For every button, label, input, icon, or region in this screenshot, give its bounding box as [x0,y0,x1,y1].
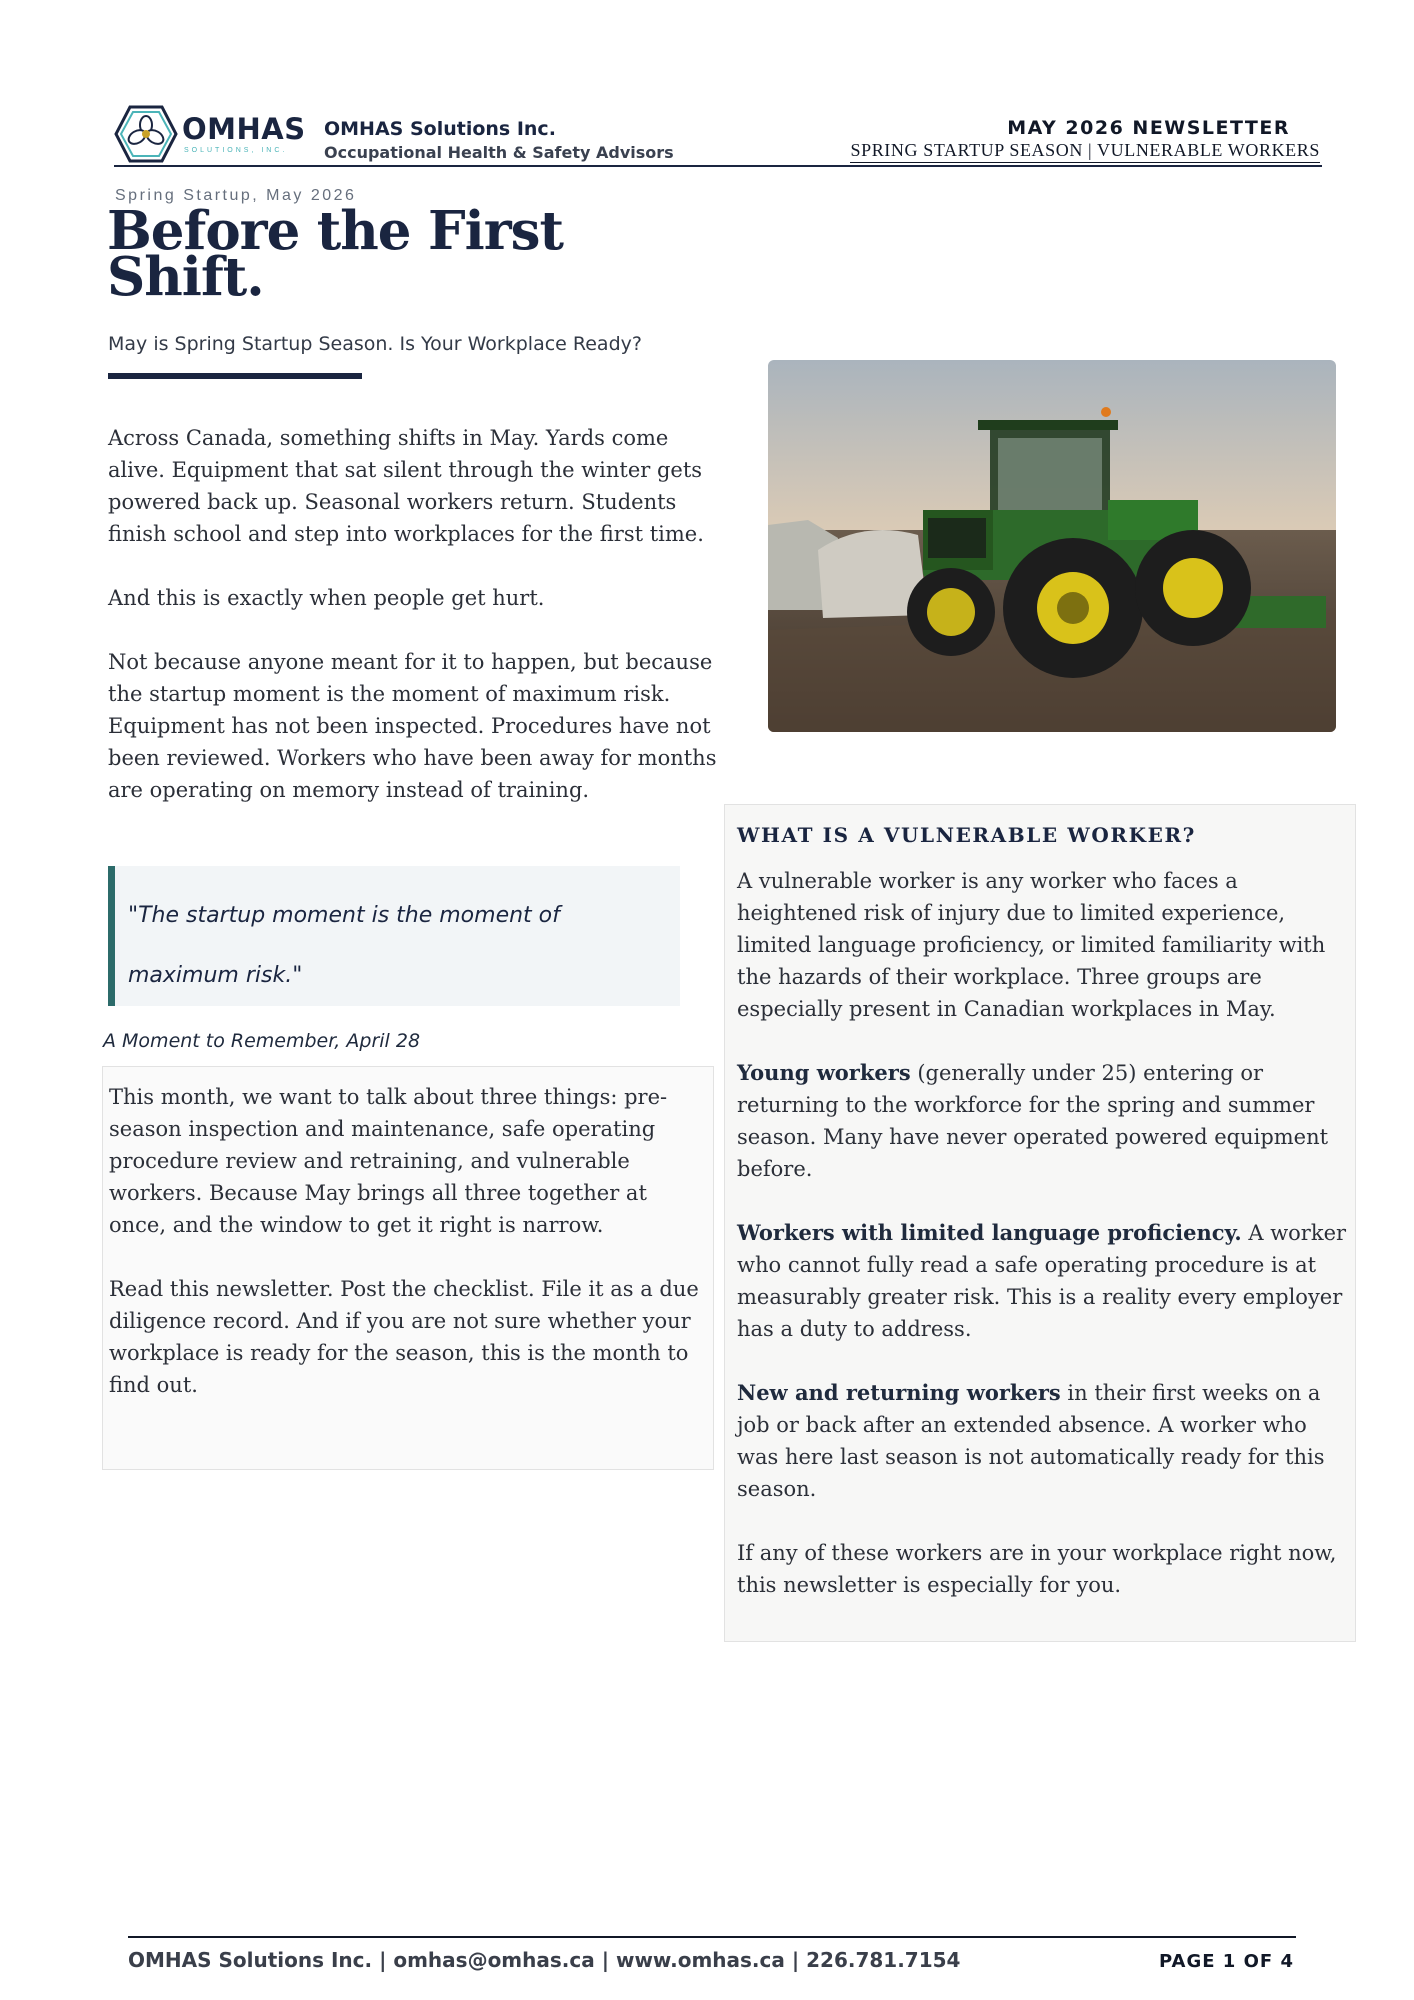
intro-paragraph: Across Canada, something shifts in May. Yards come alive. Equipment that sat silent through the winter gets powered back up. Seasonal workers return. Students finish school and step into workplaces for the first time. [108,426,704,546]
sidebar-group [737,1217,1349,1345]
footer-contact: OMHAS Solutions Inc. | omhas@omhas.ca | www.omhas.ca | 226.781.7154 [128,1948,961,1972]
sidebar-closing: If any of these workers are in your workplace right now, this newsletter is especially for you. [737,1541,1337,1597]
sidebar-group [737,1057,1349,1185]
hexagon-flower-icon [114,104,178,164]
intro-paragraph: And this is exactly when people get hurt. [108,586,545,610]
sidebar-group [737,1377,1349,1505]
tractor-illustration [768,360,1336,732]
logo-subtext: SOLUTIONS, INC. [184,147,288,154]
pull-quote-text: "The startup moment is the moment of maximum risk." [128,903,560,988]
intro-paragraph: Not because anyone meant for it to happen, but because the startup moment is the moment of maximum risk. Equipment has not been inspected. Procedures have not been reviewed. Workers who have been away for months are operating on memory instead of training. [108,650,717,802]
pull-quote [108,866,680,1006]
footer-divider [128,1936,1296,1938]
company-logo [114,104,304,164]
newsletter-subtitle: SPRING STARTUP SEASON | VULNERABLE WORKERS [850,140,1320,163]
remember-label: A Moment to Remember, April 28 [103,1030,421,1052]
group-text: (generally under 25) entering or returning to the workforce for the spring and summer season. Many have never operated powered equipment before. [737,1061,1329,1181]
article-intro [108,422,718,838]
group-lead: Young workers [737,1060,911,1085]
summary-paragraph: This month, we want to talk about three things: pre-season inspection and maintenance, safe operating procedure review and retraining, and vulnerable workers. Because May brings all three together at once, and the window to get it right is narrow. [109,1085,668,1237]
logo-wordmark: OMHAS [182,112,306,146]
article-kicker: Spring Startup, May 2026 [115,187,357,204]
group-lead: Workers with limited language proficiency. [737,1220,1242,1245]
company-tagline: Occupational Health & Safety Advisors [324,143,674,162]
company-name: OMHAS Solutions Inc. [324,118,556,140]
sidebar-intro: A vulnerable worker is any worker who faces a heightened risk of injury due to limited experience, limited language proficiency, or limited familiarity with the hazards of their workplace. Three groups are especially present in Canadian workplaces in May. [737,869,1326,1021]
deck-accent-bar [108,373,362,379]
vulnerable-worker-sidebar [724,804,1356,1642]
article-headline: Before the First Shift. [107,200,563,308]
header-divider [114,165,1322,167]
summary-paragraph: Read this newsletter. Post the checklist. File it as a due diligence record. And if you are not sure whether your workplace is ready for the season, this is the month to find out. [109,1277,699,1397]
group-lead: New and returning workers [737,1380,1061,1405]
summary-box [102,1066,714,1470]
page-number: PAGE 1 OF 4 [1159,1951,1294,1972]
article-deck: May is Spring Startup Season. Is Your Workplace Ready? [108,333,642,355]
group-text: in their first weeks on a job or back after an extended absence. A worker who was here last season is not automatically ready for this season. [737,1381,1325,1501]
tractor-photo [768,360,1336,732]
group-text: A worker who cannot fully read a safe operating procedure is at measurably greater risk. This is a reality every employer has a duty to address. [737,1221,1347,1341]
sidebar-title: WHAT IS A VULNERABLE WORKER? [737,823,1196,847]
newsletter-title: MAY 2026 NEWSLETTER [1007,117,1290,139]
